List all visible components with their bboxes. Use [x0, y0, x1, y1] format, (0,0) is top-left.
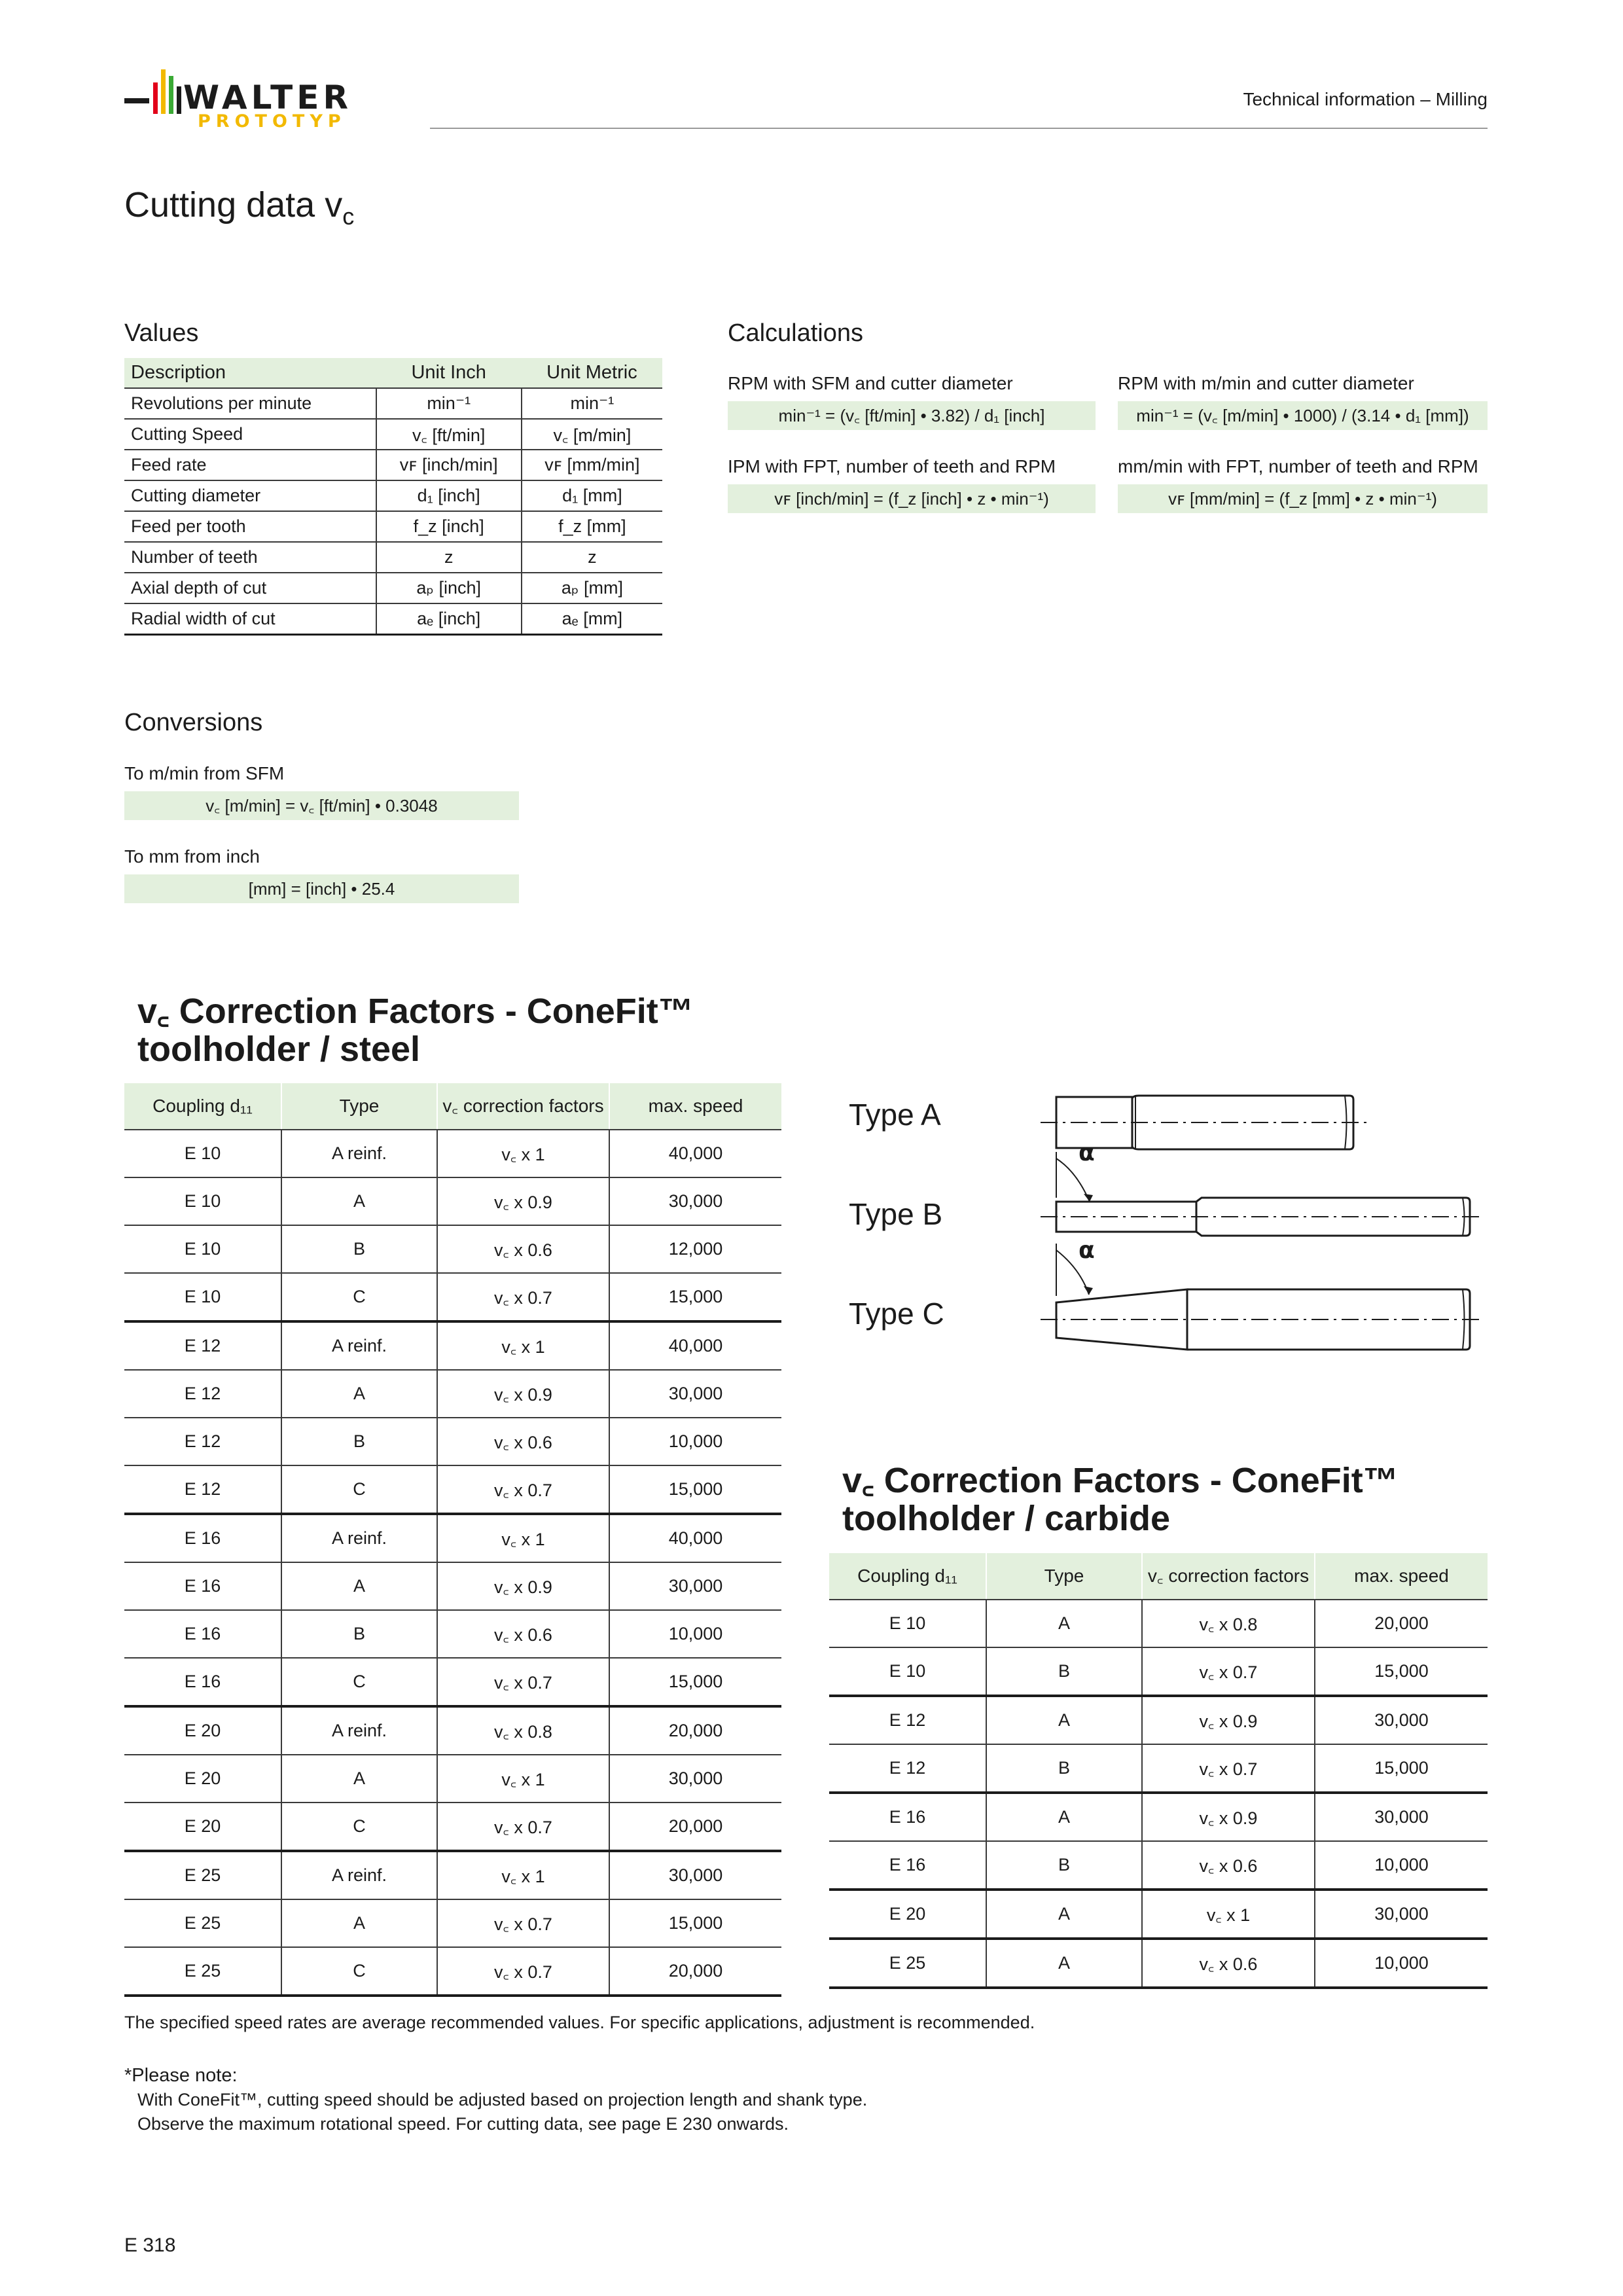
table-cell: Feed rate	[124, 450, 376, 480]
table-row	[124, 1610, 781, 1658]
table-cell: v꜀ x 0.7	[437, 1465, 609, 1514]
table-cell: 30,000	[609, 1370, 781, 1418]
table-cell: v꜀ x 0.7	[437, 1947, 609, 1996]
table-cell: 40,000	[609, 1514, 781, 1562]
table-cell: 15,000	[1315, 1744, 1488, 1793]
table-cell: Radial width of cut	[124, 603, 376, 635]
table-row	[124, 1514, 781, 1562]
table-cell: 15,000	[609, 1273, 781, 1321]
values-table	[124, 358, 662, 636]
table-row	[124, 480, 662, 511]
conversion-label: To m/min from SFM	[124, 763, 285, 783]
table-cell: E 16	[829, 1793, 986, 1841]
table-cell: A	[986, 1600, 1142, 1647]
logo-mark-icon	[124, 63, 183, 128]
table-cell: 30,000	[609, 1177, 781, 1225]
calc-formula: vꜰ [inch/min] = (f_z [inch] • z • min⁻¹)	[728, 484, 1096, 513]
table-row	[124, 573, 662, 603]
table-row	[829, 1939, 1488, 1988]
column-header: Description	[124, 358, 376, 388]
note-line: With ConeFit™, cutting speed should be adjusted based on projection length and shank type.	[137, 2090, 868, 2109]
table-cell: A	[281, 1755, 437, 1803]
table-cell: v꜀ x 0.7	[1142, 1744, 1315, 1793]
table-cell: v꜀ x 0.6	[437, 1610, 609, 1658]
table-cell: aₑ [mm]	[522, 603, 662, 635]
table-row	[124, 1562, 781, 1610]
table-cell: C	[281, 1658, 437, 1706]
table-row	[829, 1600, 1488, 1647]
table-cell: v꜀ x 0.9	[1142, 1793, 1315, 1841]
table-cell: E 20	[124, 1803, 281, 1851]
table-row	[124, 1418, 781, 1465]
calc-label: RPM with m/min and cutter diameter	[1118, 373, 1414, 393]
table-row	[124, 1851, 781, 1899]
table-cell: 10,000	[1315, 1939, 1488, 1988]
table-cell: E 10	[124, 1225, 281, 1273]
table-cell: Cutting Speed	[124, 419, 376, 450]
table-row	[829, 1841, 1488, 1890]
table-cell: 15,000	[609, 1658, 781, 1706]
table-cell: E 12	[124, 1370, 281, 1418]
table-cell: 15,000	[1315, 1647, 1488, 1696]
table-cell: C	[281, 1803, 437, 1851]
alpha-label: α	[1079, 1237, 1095, 1264]
table-cell: v꜀ [ft/min]	[376, 419, 522, 450]
table-row	[124, 1225, 781, 1273]
table-cell: E 16	[124, 1514, 281, 1562]
table-row	[124, 1755, 781, 1803]
table-cell: vꜰ [inch/min]	[376, 450, 522, 480]
table-cell: v꜀ x 0.7	[437, 1273, 609, 1321]
table-cell: A	[281, 1899, 437, 1947]
table-cell: E 16	[124, 1658, 281, 1706]
values-heading: Values	[124, 319, 199, 347]
table-row	[829, 1647, 1488, 1696]
conversion-formula: [mm] = [inch] • 25.4	[124, 874, 519, 903]
table-cell: v꜀ x 0.6	[1142, 1939, 1315, 1988]
table-cell: v꜀ x 1	[1142, 1890, 1315, 1939]
table-cell: v꜀ x 0.6	[437, 1225, 609, 1273]
page-number: E 318	[124, 2234, 176, 2256]
table-row	[124, 1273, 781, 1321]
table-cell: E 12	[124, 1321, 281, 1370]
shank-types-diagram	[1041, 1086, 1492, 1361]
note-line: Observe the maximum rotational speed. For cutting data, see page E 230 onwards.	[137, 2114, 789, 2134]
table-cell: v꜀ x 0.7	[1142, 1647, 1315, 1696]
table-cell: 30,000	[1315, 1696, 1488, 1744]
table-row	[829, 1793, 1488, 1841]
table-cell: B	[281, 1418, 437, 1465]
table-cell: z	[376, 542, 522, 573]
table-cell: E 10	[124, 1273, 281, 1321]
table-cell: v꜀ x 0.7	[437, 1899, 609, 1947]
column-header: Type	[281, 1083, 437, 1130]
table-cell: A	[986, 1939, 1142, 1988]
table-cell: E 10	[829, 1600, 986, 1647]
table-cell: E 25	[829, 1939, 986, 1988]
table-cell: 10,000	[609, 1418, 781, 1465]
table-cell: A	[281, 1177, 437, 1225]
table-cell: B	[986, 1744, 1142, 1793]
column-header: Unit Metric	[522, 358, 662, 388]
table-cell: E 20	[124, 1706, 281, 1755]
table-cell: C	[281, 1947, 437, 1996]
table-cell: v꜀ x 1	[437, 1321, 609, 1370]
calc-formula: vꜰ [mm/min] = (f_z [mm] • z • min⁻¹)	[1118, 484, 1488, 513]
table-cell: E 12	[829, 1696, 986, 1744]
table-cell: Number of teeth	[124, 542, 376, 573]
table-row	[124, 1899, 781, 1947]
calc-formula: min⁻¹ = (v꜀ [ft/min] • 3.82) / d₁ [inch]	[728, 401, 1096, 430]
table-cell: A reinf.	[281, 1321, 437, 1370]
calculations-heading: Calculations	[728, 319, 863, 347]
header-section-label: Technical information – Milling	[1243, 89, 1488, 109]
table-cell: v꜀ x 0.7	[437, 1658, 609, 1706]
table-row	[829, 1744, 1488, 1793]
conversion-formula: v꜀ [m/min] = v꜀ [ft/min] • 0.3048	[124, 791, 519, 820]
table-cell: 10,000	[609, 1610, 781, 1658]
table-cell: aₚ [inch]	[376, 573, 522, 603]
walter-logo	[124, 63, 406, 135]
table-row	[124, 419, 662, 450]
table-cell: A	[281, 1370, 437, 1418]
type-c-label: Type C	[849, 1297, 944, 1331]
table-row	[124, 388, 662, 419]
table-cell: B	[986, 1647, 1142, 1696]
table-row	[124, 1658, 781, 1706]
table-cell: v꜀ x 1	[437, 1130, 609, 1177]
table-cell: A reinf.	[281, 1851, 437, 1899]
page-title: Cutting data $v_c$	[124, 185, 355, 230]
table-row	[124, 1465, 781, 1514]
steel-correction-table	[124, 1083, 781, 1997]
table-cell: min⁻¹	[376, 388, 522, 419]
table-row	[124, 1177, 781, 1225]
table-cell: z	[522, 542, 662, 573]
conversions-heading: Conversions	[124, 709, 263, 736]
table-cell: 40,000	[609, 1130, 781, 1177]
table-cell: 15,000	[609, 1465, 781, 1514]
column-header: v꜀ correction factors	[437, 1083, 609, 1130]
table-row	[124, 603, 662, 635]
column-header: max. speed	[1315, 1553, 1488, 1600]
table-cell: 10,000	[1315, 1841, 1488, 1890]
table-cell: A	[281, 1562, 437, 1610]
table-cell: E 16	[829, 1841, 986, 1890]
table-row	[124, 1803, 781, 1851]
table-cell: A reinf.	[281, 1514, 437, 1562]
carbide-table-title: v꜀ Correction Factors - ConeFit™ toolholder / carbide	[842, 1461, 1399, 1538]
table-cell: A	[986, 1890, 1142, 1939]
table-cell: E 20	[829, 1890, 986, 1939]
table-cell: Feed per tooth	[124, 511, 376, 542]
table-cell: E 12	[124, 1465, 281, 1514]
table-cell: d₁ [inch]	[376, 480, 522, 511]
table-cell: E 25	[124, 1899, 281, 1947]
table-cell: 20,000	[609, 1947, 781, 1996]
table-row	[124, 1706, 781, 1755]
table-header-row	[829, 1553, 1488, 1600]
table-cell: v꜀ x 0.9	[437, 1562, 609, 1610]
table-cell: 20,000	[1315, 1600, 1488, 1647]
type-b-label: Type B	[849, 1197, 943, 1231]
table-cell: Cutting diameter	[124, 480, 376, 511]
table-cell: Revolutions per minute	[124, 388, 376, 419]
table-row	[124, 1947, 781, 1996]
table-cell: B	[281, 1610, 437, 1658]
table-row	[829, 1696, 1488, 1744]
logo-subtitle: PROTOTYP	[198, 111, 346, 132]
table-cell: v꜀ x 0.6	[1142, 1841, 1315, 1890]
table-cell: vꜰ [mm/min]	[522, 450, 662, 480]
table-cell: d₁ [mm]	[522, 480, 662, 511]
speed-note: The specified speed rates are average recommended values. For specific applications, adjustment is recommended.	[124, 2013, 1035, 2032]
table-row	[124, 450, 662, 480]
table-cell: 30,000	[609, 1851, 781, 1899]
table-cell: A	[986, 1793, 1142, 1841]
table-cell: 30,000	[609, 1755, 781, 1803]
table-cell: B	[281, 1225, 437, 1273]
table-cell: 30,000	[609, 1562, 781, 1610]
table-cell: B	[986, 1841, 1142, 1890]
calc-formula: min⁻¹ = (v꜀ [m/min] • 1000) / (3.14 • d₁ [mm])	[1118, 401, 1488, 430]
calc-label: IPM with FPT, number of teeth and RPM	[728, 456, 1056, 476]
table-cell: 30,000	[1315, 1890, 1488, 1939]
table-cell: v꜀ x 0.8	[437, 1706, 609, 1755]
table-cell: 12,000	[609, 1225, 781, 1273]
table-cell: f_z [mm]	[522, 511, 662, 542]
table-cell: A reinf.	[281, 1706, 437, 1755]
logo-wordmark: WALTER	[183, 79, 352, 117]
table-cell: min⁻¹	[522, 388, 662, 419]
table-cell: 40,000	[609, 1321, 781, 1370]
table-cell: E 25	[124, 1851, 281, 1899]
table-cell: E 25	[124, 1947, 281, 1996]
table-cell: v꜀ x 0.9	[1142, 1696, 1315, 1744]
table-cell: aₑ [inch]	[376, 603, 522, 635]
table-cell: E 20	[124, 1755, 281, 1803]
table-cell: 15,000	[609, 1899, 781, 1947]
conversion-label: To mm from inch	[124, 846, 260, 867]
table-row	[124, 542, 662, 573]
table-cell: A	[986, 1696, 1142, 1744]
calc-label: RPM with SFM and cutter diameter	[728, 373, 1013, 393]
column-header: Type	[986, 1553, 1142, 1600]
table-cell: A reinf.	[281, 1130, 437, 1177]
please-note-heading: *Please note:	[124, 2065, 238, 2086]
table-cell: f_z [inch]	[376, 511, 522, 542]
table-cell: E 10	[829, 1647, 986, 1696]
table-row	[829, 1890, 1488, 1939]
table-cell: v꜀ x 0.6	[437, 1418, 609, 1465]
column-header: max. speed	[609, 1083, 781, 1130]
table-cell: C	[281, 1273, 437, 1321]
table-cell: v꜀ x 0.8	[1142, 1600, 1315, 1647]
table-cell: E 16	[124, 1610, 281, 1658]
table-cell: 30,000	[1315, 1793, 1488, 1841]
table-cell: 20,000	[609, 1706, 781, 1755]
header-divider	[430, 128, 1488, 129]
table-row	[124, 1130, 781, 1177]
table-cell: E 16	[124, 1562, 281, 1610]
table-row	[124, 1321, 781, 1370]
steel-table-title: v꜀ Correction Factors - ConeFit™ toolholder / steel	[137, 992, 694, 1069]
carbide-correction-table	[829, 1553, 1488, 1989]
table-cell: E 12	[124, 1418, 281, 1465]
table-row	[124, 1370, 781, 1418]
column-header: v꜀ correction factors	[1142, 1553, 1315, 1600]
table-cell: E 10	[124, 1177, 281, 1225]
table-cell: v꜀ [m/min]	[522, 419, 662, 450]
table-cell: C	[281, 1465, 437, 1514]
column-header: Unit Inch	[376, 358, 522, 388]
calc-label: mm/min with FPT, number of teeth and RPM	[1118, 456, 1478, 476]
table-cell: v꜀ x 1	[437, 1851, 609, 1899]
table-cell: v꜀ x 1	[437, 1755, 609, 1803]
table-cell: E 12	[829, 1744, 986, 1793]
table-cell: v꜀ x 0.9	[437, 1370, 609, 1418]
table-cell: E 10	[124, 1130, 281, 1177]
table-cell: v꜀ x 0.9	[437, 1177, 609, 1225]
table-cell: v꜀ x 0.7	[437, 1803, 609, 1851]
column-header: Coupling d₁₁	[829, 1553, 986, 1600]
table-cell: 20,000	[609, 1803, 781, 1851]
column-header: Coupling d₁₁	[124, 1083, 281, 1130]
table-row	[124, 511, 662, 542]
table-cell: Axial depth of cut	[124, 573, 376, 603]
table-header-row	[124, 1083, 781, 1130]
table-header-row	[124, 358, 662, 388]
alpha-label: α	[1079, 1139, 1095, 1166]
table-cell: v꜀ x 1	[437, 1514, 609, 1562]
type-a-label: Type A	[849, 1098, 941, 1132]
table-cell: aₚ [mm]	[522, 573, 662, 603]
